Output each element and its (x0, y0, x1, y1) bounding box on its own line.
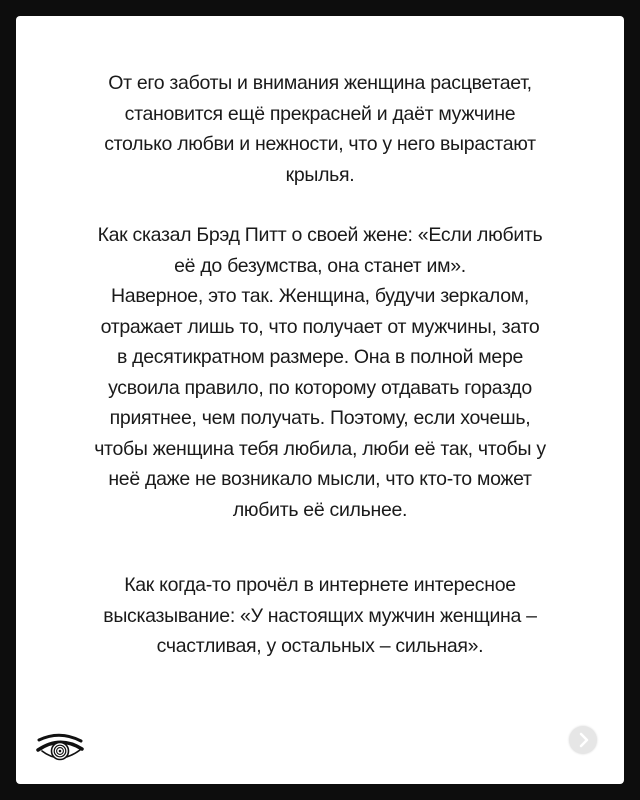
paragraph-3 (36, 570, 604, 662)
text-line: любить её сильнее. (232, 498, 408, 521)
chevron-right-icon (569, 726, 597, 754)
paragraph-2 (36, 220, 604, 525)
text-line: счастливая, у остальных – сильная». (156, 635, 484, 657)
next-slide-button[interactable] (569, 726, 597, 754)
text-line: столько любви и нежности, что у него вырастают (104, 133, 536, 155)
text-line: чтобы женщина тебя любила, люби её так, чтобы у (94, 437, 546, 460)
text-line: отражает лишь то, что получает от мужчины, зато (100, 315, 540, 338)
text-line: усвоила правило, по которому отдавать гораздо (108, 376, 532, 399)
text-line: крылья. (285, 163, 355, 186)
text-line: приятнее, чем получать. Поэтому, если хочешь, (109, 407, 531, 429)
text-line: Как когда-то прочёл в интернете интересное (124, 574, 516, 596)
quote-card (16, 16, 624, 784)
text-line: От его заботы и внимания женщина расцветает, (108, 72, 532, 94)
text-line: Наверное, это так. Женщина, будучи зеркалом, (111, 285, 529, 307)
text-line: высказывание: «У настоящих мужчин женщина – (103, 604, 537, 627)
text-line: Как сказал Брэд Питт о своей жене: «Если любить (97, 224, 543, 246)
text-line: становится ещё прекрасней и даёт мужчине (124, 102, 516, 125)
text-line: в десятикратном размере. Она в полной мере (116, 346, 524, 368)
text-line: неё даже не возникало мысли, что кто-то может (108, 468, 532, 490)
text-line: её до безумства, она станет им». (174, 254, 466, 277)
paragraph-1 (36, 68, 604, 190)
eye-icon (36, 732, 84, 768)
